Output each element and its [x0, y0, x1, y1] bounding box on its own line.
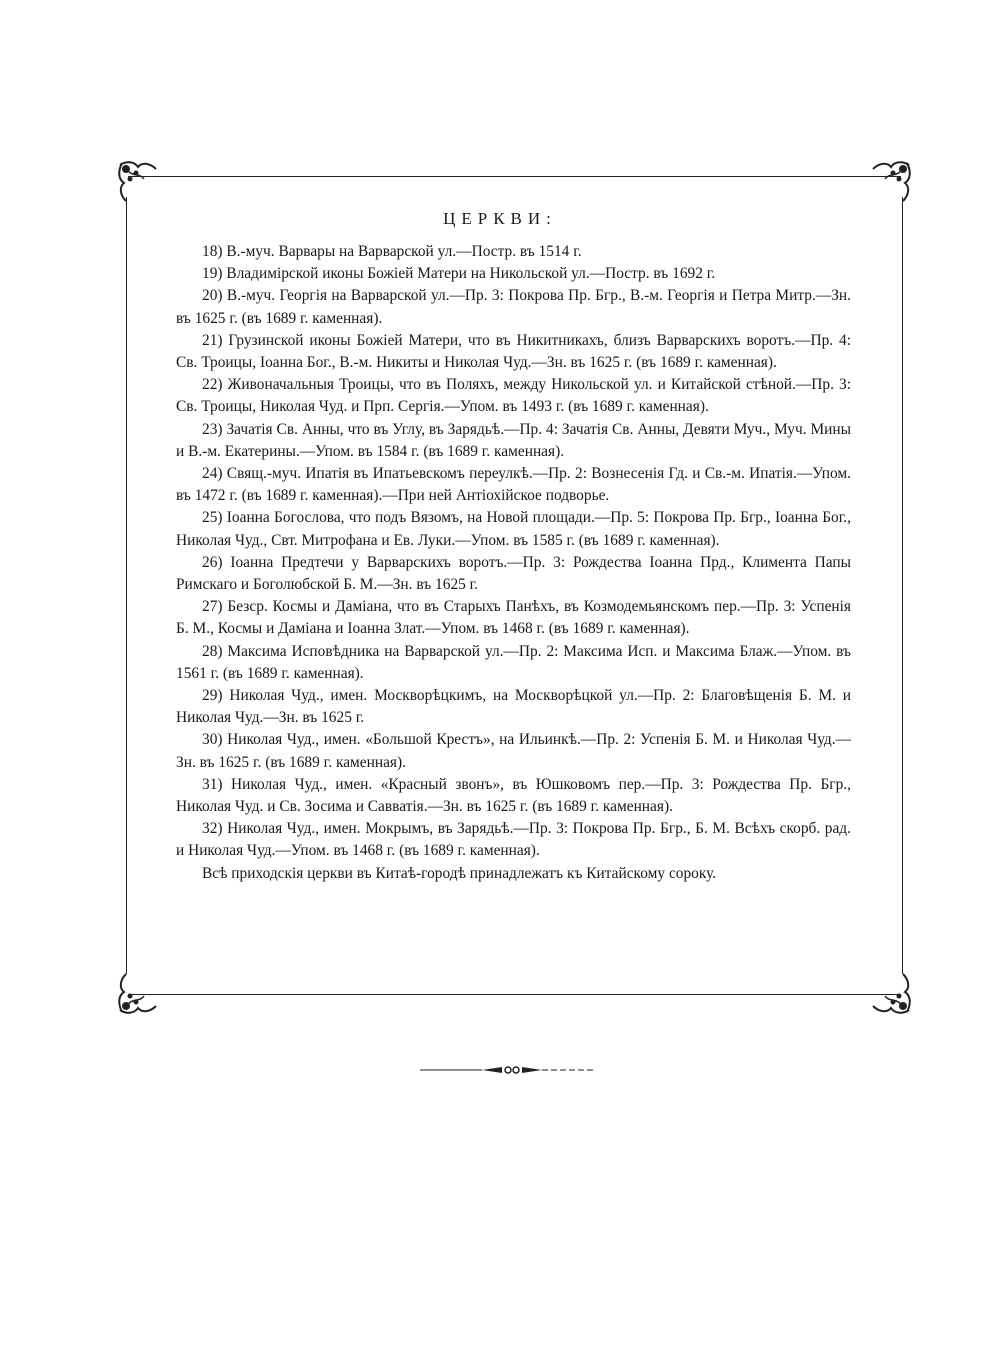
list-item: 28) Максима Исповѣдника на Варварской ул.—Пр. 2: Максима Исп. и Максима Блаж.—Упом. въ 1561 г. (въ 1689 г. каменная). [176, 642, 851, 682]
page-title: ЦЕРКВИ: [443, 209, 557, 228]
corner-ornament-icon [867, 159, 913, 205]
frame-left-rule [126, 197, 127, 974]
corner-ornament-icon [116, 970, 162, 1016]
list-item: 23) Зачатія Св. Анны, что въ Углу, въ Зарядьѣ.—Пр. 4: Зачатія Св. Анны, Девяти Муч., Муч. Мины и В.-м. Екатерины.—Упом. въ 1584 г. (въ 1689 г. каменная). [176, 420, 851, 460]
list-item: 24) Свящ.-муч. Ипатія въ Ипатьевскомъ переулкѣ.—Пр. 2: Вознесенія Гд. и Св.-м. Ипатія.—Упом. въ 1472 г. (въ 1689 г. каменная).—При ней Антіохійское подворье. [176, 465, 851, 505]
list-item: 18) В.-муч. Варвары на Варварской ул.—Постр. въ 1514 г. [202, 243, 582, 260]
list-item: 20) В.-муч. Георгія на Варварской ул.—Пр. 3: Покрова Пр. Бгр., В.-м. Георгія и Петра Митр.—Зн. въ 1625 г. (въ 1689 г. каменная). [176, 287, 851, 327]
list-item: 21) Грузинской иконы Божіей Матери, что въ Никитникахъ, близъ Варварскихъ воротъ.—Пр. 4: Св. Троицы, Іоанна Бог., В.-м. Никиты и Николая Чуд.—Зн. въ 1625 г. (въ 1689 г. каменная). [176, 331, 851, 372]
list-item: 30) Николая Чуд., имен. «Большой Крестъ», на Ильинкѣ.—Пр. 2: Успенія Б. М. и Николая Чуд.—Зн. въ 1625 г. (въ 1689 г. каменная). [176, 731, 851, 771]
church-list [176, 241, 851, 885]
list-item: 32) Николая Чуд., имен. Мокрымъ, въ Зарядьѣ.—Пр. 3: Покрова Пр. Бгр., Б. М. Всѣхъ скорб. рад. и Николая Чуд.—Упом. въ 1468 г. (въ 1689 г. каменная). [176, 820, 851, 860]
corner-ornament-icon [867, 970, 913, 1016]
frame-right-rule [902, 197, 903, 974]
list-item: 29) Николая Чуд., имен. Москворѣцкимъ, на Москворѣцкой ул.—Пр. 2: Благовѣщенія Б. М. и Николая Чуд.—Зн. въ 1625 г. [176, 687, 851, 727]
list-item: 22) Живоначальныя Троицы, что въ Поляхъ, между Никольской ул. и Китайской стѣной.—Пр. 3: Св. Троицы, Николая Чуд. и Прп. Сергія.—Упом. въ 1493 г. (въ 1689 г. каменная). [176, 376, 851, 416]
list-item: 27) Безср. Космы и Даміана, что въ Старыхъ Панѣхъ, въ Козмодемьянскомъ пер.—Пр. 3: Успенія Б. М., Космы и Даміана и Іоанна Злат.—Упом. въ 1468 г. (въ 1689 г. каменная). [176, 598, 851, 638]
list-item: 25) Іоанна Богослова, что подъ Вязомъ, на Новой площади.—Пр. 5: Покрова Пр. Бгр., Іоанна Бог., Николая Чуд., Свт. Митрофана и Ев. Луки.—Упом. въ 1585 г. (въ 1689 г. каменная). [176, 509, 851, 549]
corner-ornament-icon [116, 159, 162, 205]
list-item: 19) Владимірской иконы Божіей Матери на Никольской ул.—Постр. въ 1692 г. [202, 265, 716, 283]
list-item: 31) Николая Чуд., имен. «Красный звонъ», въ Юшковомъ пер.—Пр. 3: Рождества Пр. Бгр., Николая Чуд. и Св. Зосима и Савватія.—Зн. въ 1625 г. (въ 1689 г. каменная). [176, 775, 851, 816]
list-item: 26) Іоанна Предтечи у Варварскихъ воротъ.—Пр. 3: Рождества Іоанна Прд., Климента Папы Римскаго и Боголюбской Б. М.—Зн. въ 1625 г. [176, 553, 851, 594]
closing-note: Всѣ приходскія церкви въ Китаѣ-городѣ принадлежатъ къ Китайскому сороку. [202, 864, 717, 882]
tailpiece-ornament-icon [420, 1064, 596, 1076]
